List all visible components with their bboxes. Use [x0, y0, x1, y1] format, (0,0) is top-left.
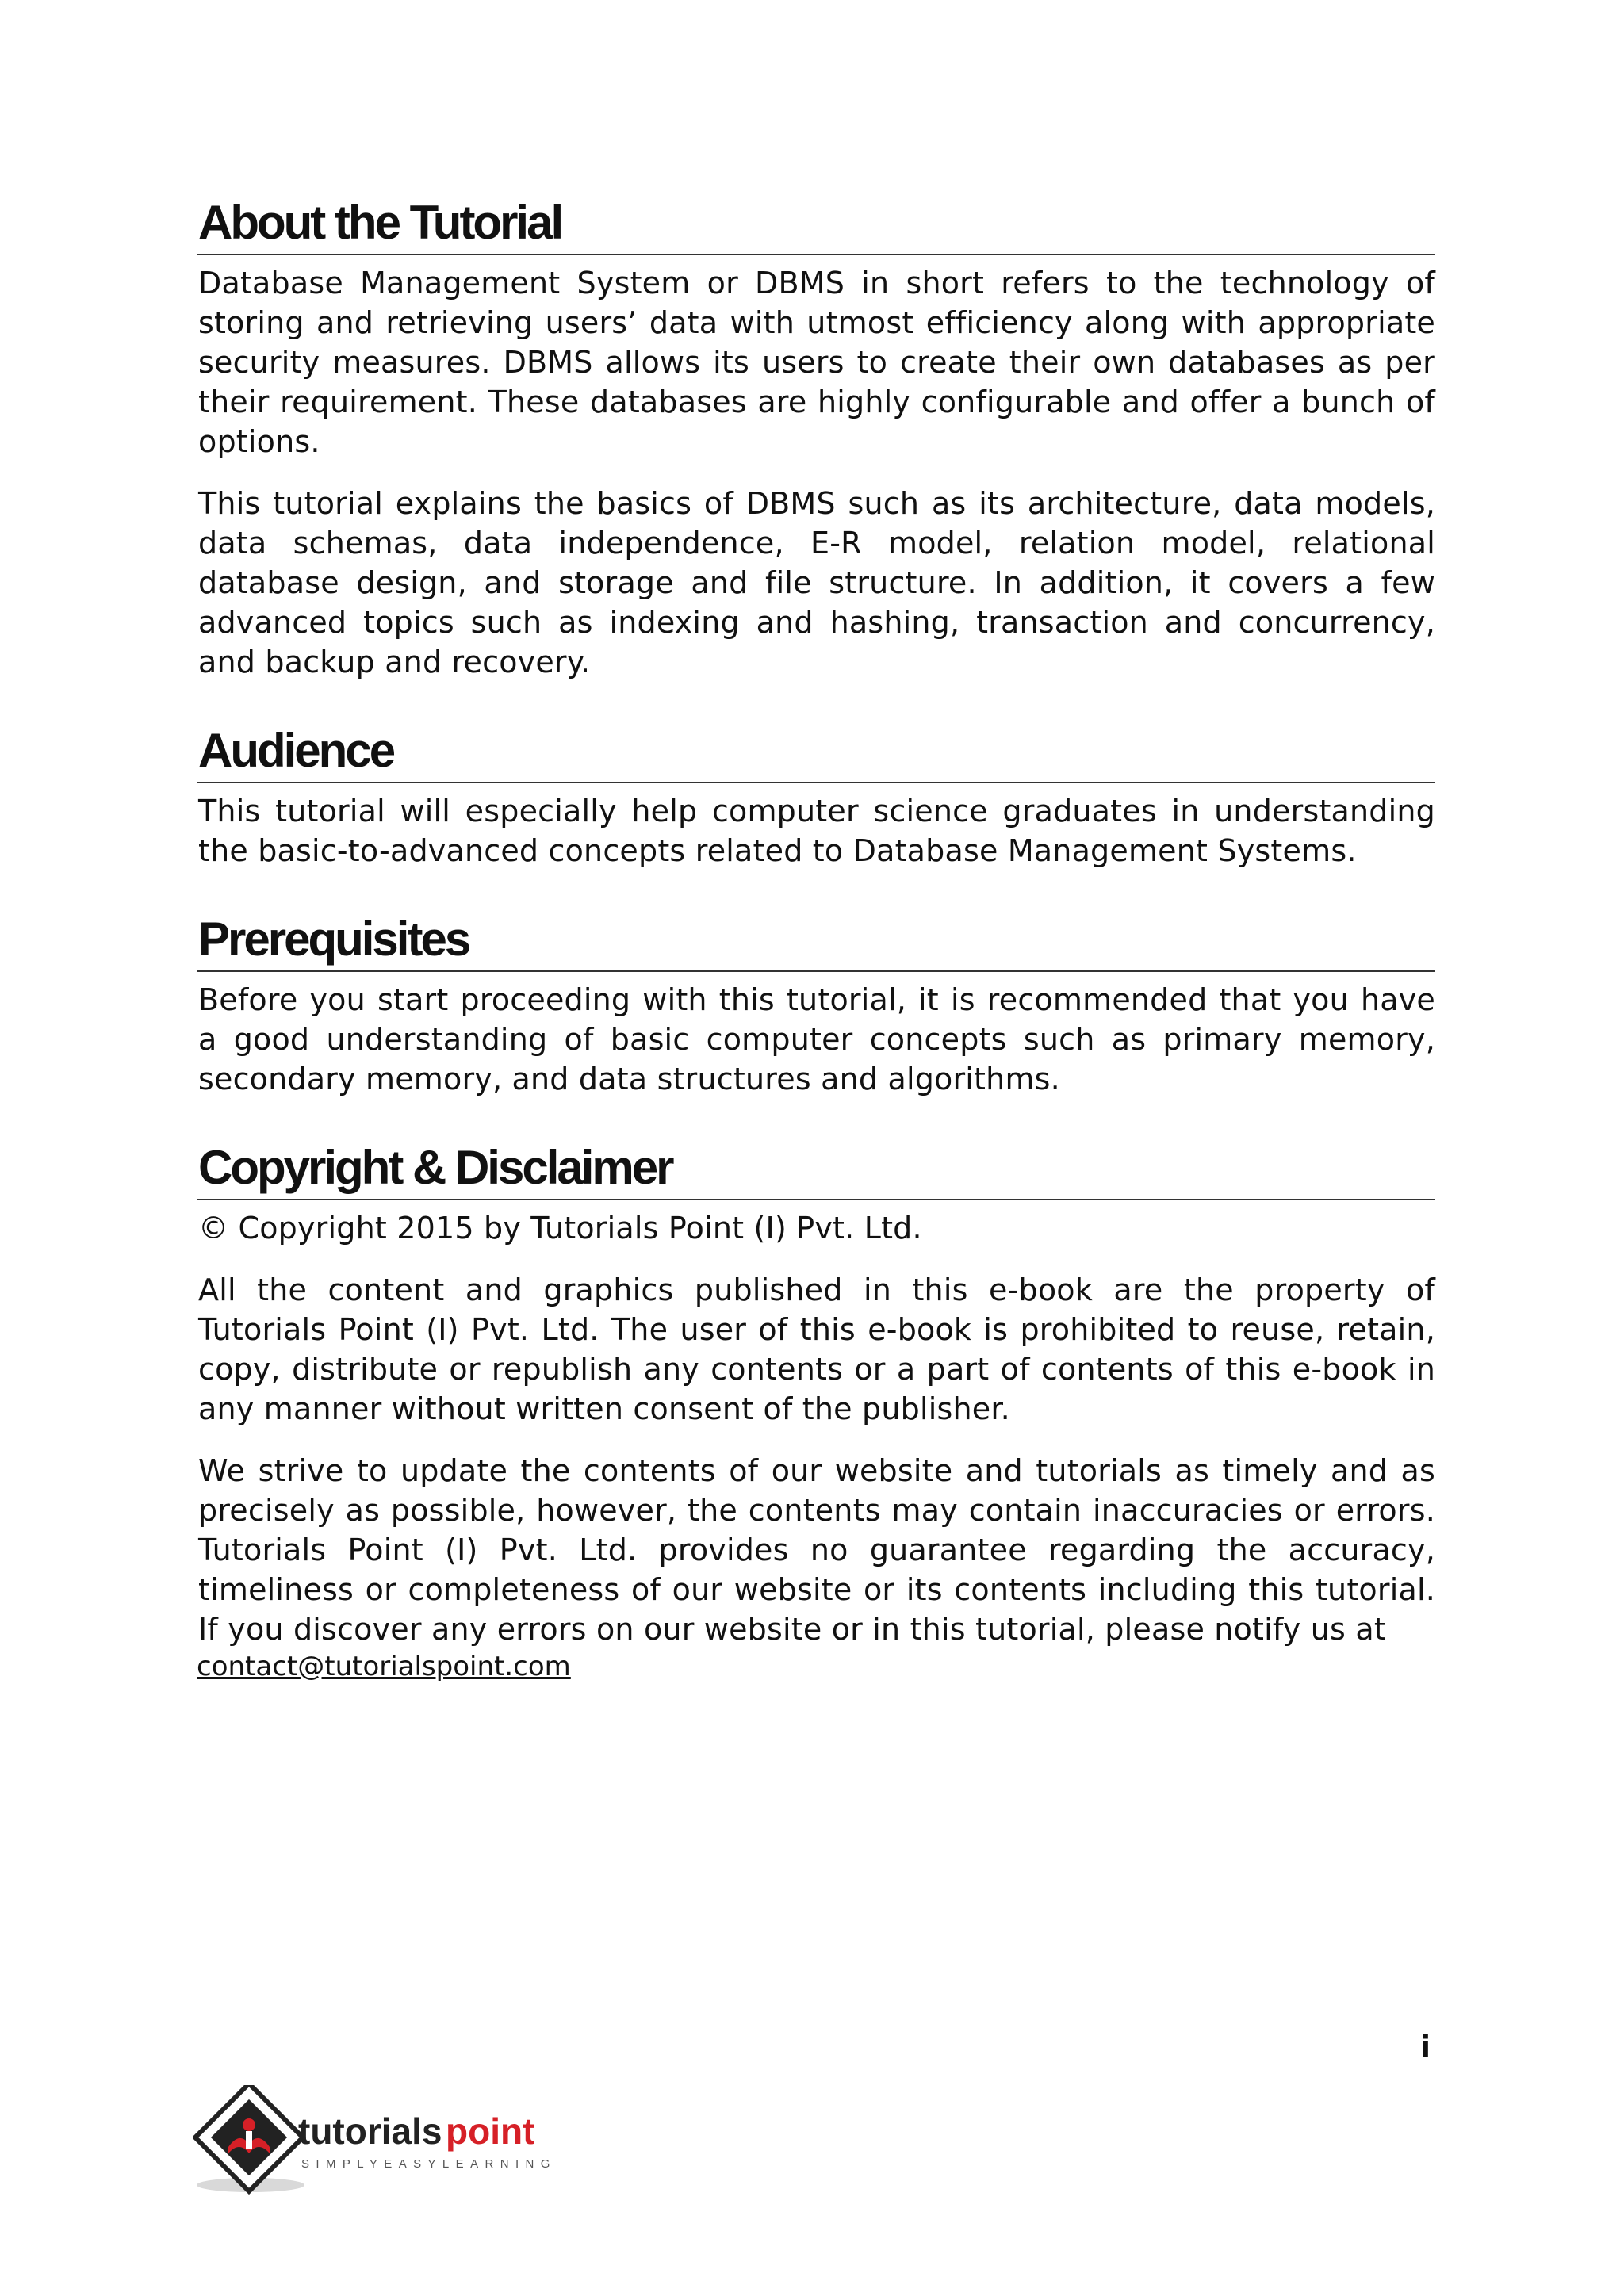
section-copyright-disclaimer — [197, 1140, 1435, 1684]
logo-diamond-icon — [195, 2085, 303, 2191]
logo-brand-text: tutorials — [298, 2110, 442, 2152]
section-heading: Copyright & Disclaimer — [197, 1140, 1435, 1200]
section-audience — [197, 723, 1435, 871]
tutorialspoint-logo — [193, 2085, 574, 2196]
logo-brand-accent-text: point — [446, 2110, 535, 2152]
paragraph: This tutorial will especially help computer science graduates in understanding the basic-to-advanced concepts related to Database Management Systems. — [198, 794, 1435, 868]
section-about-tutorial — [197, 195, 1435, 682]
paragraph: We strive to update the contents of our website and tutorials as timely and as precisely as possible, however, the contents may contain inaccuracies or errors. Tutorials Point (I) Pvt. Ltd. provides no guarantee regarding the accuracy, timeliness or completeness of our website or its contents including this tutorial. If you discover any errors on our website or in this tutorial, please notify us at — [198, 1453, 1435, 1647]
page-content — [197, 195, 1435, 1725]
logo-tagline: SIMPLYEASYLEARNING — [301, 2157, 557, 2171]
page-number: i — [1419, 2030, 1431, 2064]
section-heading: About the Tutorial — [197, 195, 1435, 255]
section-heading: Audience — [197, 723, 1435, 783]
paragraph: Database Management System or DBMS in short refers to the technology of storing and retrieving users’ data with utmost efficiency along with appropriate security measures. DBMS allows its users to create their own databases as per their requirement. These databases are highly configurable and offer a bunch of options. — [198, 266, 1435, 459]
paragraph: Before you start proceeding with this tutorial, it is recommended that you have a good understanding of basic computer concepts such as primary memory, secondary memory, and data structures and algorithms. — [198, 982, 1435, 1096]
section-prerequisites — [197, 912, 1435, 1099]
paragraph: This tutorial explains the basics of DBMS such as its architecture, data models, data schemas, data independence, E-R model, relation model, relational database design, and storage and file structure. In addition, it covers a few advanced topics such as indexing and hashing, transaction and concurrency, and backup and recovery. — [198, 486, 1435, 679]
contact-email-link[interactable]: contact@tutorialspoint.com — [197, 1651, 571, 1682]
copyright-line: © Copyright 2015 by Tutorials Point (I) Pvt. Ltd. — [198, 1211, 922, 1246]
paragraph: All the content and graphics published in this e-book are the property of Tutorials Point (I) Pvt. Ltd. The user of this e-book is prohibited to reuse, retain, copy, distribute or republish any contents or a part of contents of this e-book in any manner without written consent of the publisher. — [198, 1272, 1435, 1426]
section-heading: Prerequisites — [197, 912, 1435, 972]
